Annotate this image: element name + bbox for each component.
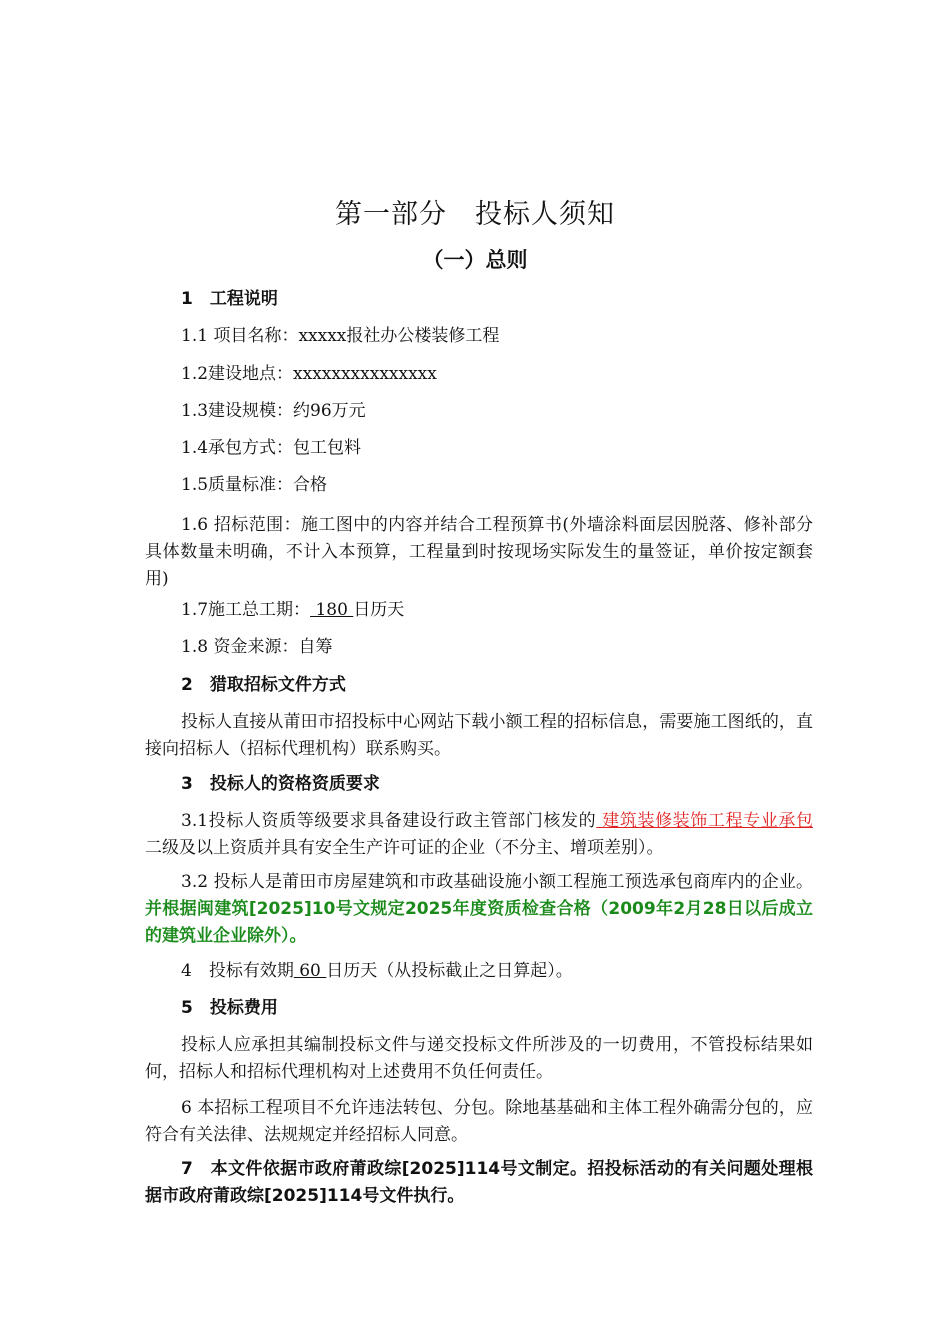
section-subtitle: （一）总则 xyxy=(422,248,528,272)
item-1-8: 1.8 资金来源：自筹 xyxy=(181,637,333,657)
item-3-1-prefix: 3.1投标人资质等级要求具备建设行政主管部门核发的 xyxy=(181,811,597,831)
item-4-suffix: 日历天（从投标截止之日算起）。 xyxy=(326,961,573,981)
qualification-highlight: 建筑装修装饰工程专业承包 xyxy=(596,811,813,831)
item-3-1 xyxy=(145,808,813,862)
section-6-body: 6 本招标工程项目不允许违法转包、分包。除地基基础和主体工程外确需分包的，应符合有关法律、法规规定并经招标人同意。 xyxy=(145,1098,813,1145)
item-1-1: 1.1 项目名称：xxxxx报社办公楼装修工程 xyxy=(181,326,500,346)
item-4 xyxy=(181,958,849,985)
item-1-7-value: 180 xyxy=(310,600,354,620)
section-2-body: 投标人直接从莆田市招投标中心网站下载小额工程的招标信息，需要施工图纸的，直接向招标人（招标代理机构）联系购买。 xyxy=(145,712,813,759)
heading-1: 1 工程说明 xyxy=(181,289,278,309)
item-1-7 xyxy=(181,597,849,624)
item-1-6: 1.6 招标范围：施工图中的内容并结合工程预算书(外墙涂料面层因脱落、修补部分具体数量未明确，不计入本预算，工程量到时按现场实际发生的量签证，单价按定额套用) xyxy=(145,515,813,589)
item-1-2: 1.2建设地点：xxxxxxxxxxxxxxx xyxy=(181,364,437,384)
item-1-3: 1.3建设规模：约96万元 xyxy=(181,401,366,421)
item-3-2 xyxy=(145,869,813,950)
document-title: 第一部分 投标人须知 xyxy=(335,199,615,230)
item-4-label: 4 投标有效期 xyxy=(181,961,294,981)
item-1-7-label: 1.7施工总工期： xyxy=(181,600,311,620)
item-3-1-suffix: 二级及以上资质并具有安全生产许可证的企业（不分主、增项差别）。 xyxy=(145,838,664,858)
heading-3: 3 投标人的资格资质要求 xyxy=(181,774,380,794)
item-3-2-prefix: 3.2 投标人是莆田市房屋建筑和市政基础设施小额工程施工预选承包商库内的企业。 xyxy=(181,872,813,892)
qualification-note: 并根据闽建筑[2025]10号文规定2025年度资质检查合格（2009年2月28日以后成立的建筑业企业除外）。 xyxy=(145,899,813,946)
item-4-value: 60 xyxy=(293,961,327,981)
section-5-body: 投标人应承担其编制投标文件与递交投标文件所涉及的一切费用，不管投标结果如何，招标人和招标代理机构对上述费用不负任何责任。 xyxy=(145,1035,813,1082)
item-1-5: 1.5质量标准：合格 xyxy=(181,475,328,495)
heading-2: 2 猎取招标文件方式 xyxy=(181,675,346,695)
section-7-body: 7 本文件依据市政府莆政综[2025]114号文制定。招投标活动的有关问题处理根据市政府莆政综[2025]114号文件执行。 xyxy=(145,1159,813,1206)
item-1-4: 1.4承包方式：包工包料 xyxy=(181,438,362,458)
heading-5: 5 投标费用 xyxy=(181,998,278,1018)
item-1-7-suffix: 日历天 xyxy=(353,600,405,620)
